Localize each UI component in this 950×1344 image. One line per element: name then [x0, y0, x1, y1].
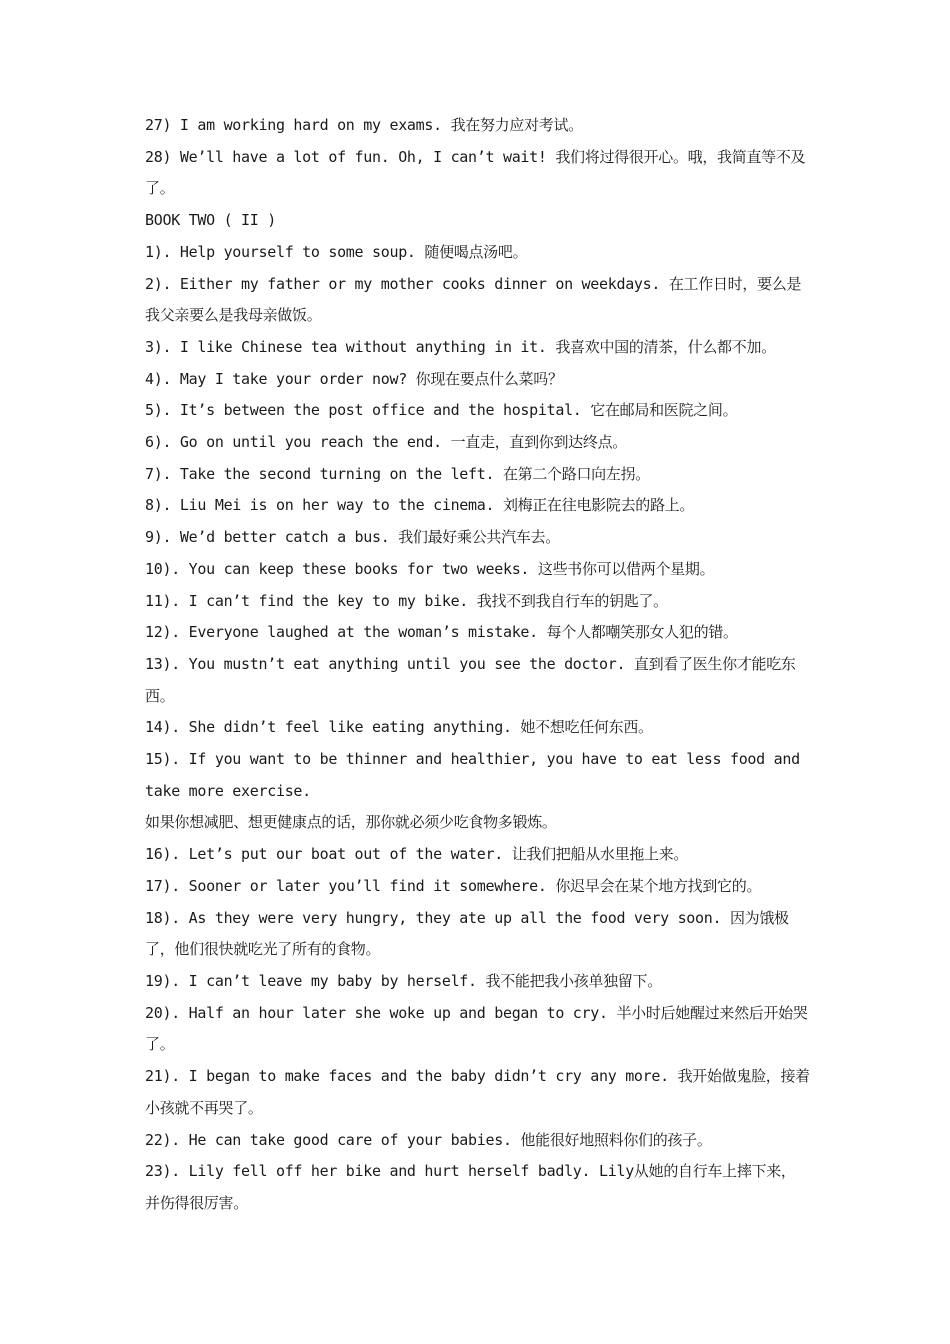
text-line: 3). I like Chinese tea without anything in it. 我喜欢中国的清茶，什么都不加。: [145, 337, 776, 356]
text-line: 28) We’ll have a lot of fun. Oh, I can’t wait! 我们将过得很开心。哦，我简直等不及了。: [145, 147, 806, 198]
text-line: 9). We’d better catch a bus. 我们最好乘公共汽车去。: [145, 528, 560, 547]
text-line: 20). Half an hour later she woke up and began to cry. 半小时后她醒过来然后开始哭了。: [145, 1003, 808, 1054]
text-line: 5). It’s between the post office and the hospital. 它在邮局和医院之间。: [145, 401, 738, 420]
text-line: 1). Help yourself to some soup. 随便喝点汤吧。: [145, 242, 528, 261]
text-line: 12). Everyone laughed at the woman’s mistake. 每个人都嘲笑那女人犯的错。: [145, 623, 738, 642]
text-line: 13). You mustn’t eat anything until you see the doctor. 直到看了医生你才能吃东西。: [145, 654, 796, 705]
text-line: 22). He can take good care of your babies. 他能很好地照料你们的孩子。: [145, 1130, 712, 1149]
text-line: 15). If you want to be thinner and healthier, you have to eat less food and take more exercise.: [145, 750, 809, 800]
text-line: 如果你想减肥、想更健康点的话，那你就必须少吃食物多锻炼。: [145, 813, 557, 832]
text-line: 17). Sooner or later you’ll find it somewhere. 你迟早会在某个地方找到它的。: [145, 876, 762, 895]
text-line: 11). I can’t find the key to my bike. 我找不到我自行车的钥匙了。: [145, 591, 668, 610]
document-body: [145, 110, 810, 1220]
text-line: 23). Lily fell off her bike and hurt herself badly. Lily从她的自行车上摔下来，并伤得很厉害。: [145, 1162, 796, 1212]
text-line: 18). As they were very hungry, they ate up all the food very soon. 因为饿极了，他们很快就吃光了所有的食物。: [145, 908, 789, 959]
text-line: 4). May I take your order now? 你现在要点什么菜吗？: [145, 369, 563, 388]
text-line: 8). Liu Mei is on her way to the cinema. 刘梅正在往电影院去的路上。: [145, 496, 695, 515]
text-line: 27) I am working hard on my exams. 我在努力应对考试。: [145, 116, 583, 134]
text-line: 21). I began to make faces and the baby didn’t cry any more. 我开始做鬼脸，接着小孩就不再哭了。: [145, 1067, 810, 1117]
text-line: 14). She didn’t feel like eating anything. 她不想吃任何东西。: [145, 718, 653, 737]
text-line: 2). Either my father or my mother cooks dinner on weekdays. 在工作日时，要么是我父亲要么是我母亲做饭。: [145, 274, 802, 325]
text-line: 6). Go on until you reach the end. 一直走，直到你到达终点。: [145, 433, 627, 452]
text-line: 7). Take the second turning on the left. 在第二个路口向左拐。: [145, 464, 650, 483]
text-line: 19). I can’t leave my baby by herself. 我不能把我小孩单独留下。: [145, 971, 662, 990]
section-heading: BOOK TWO ( II ): [145, 211, 276, 230]
text-line: 10). You can keep these books for two weeks. 这些书你可以借两个星期。: [145, 559, 715, 578]
text-line: 16). Let’s put our boat out of the water. 让我们把船从水里拖上来。: [145, 845, 689, 864]
